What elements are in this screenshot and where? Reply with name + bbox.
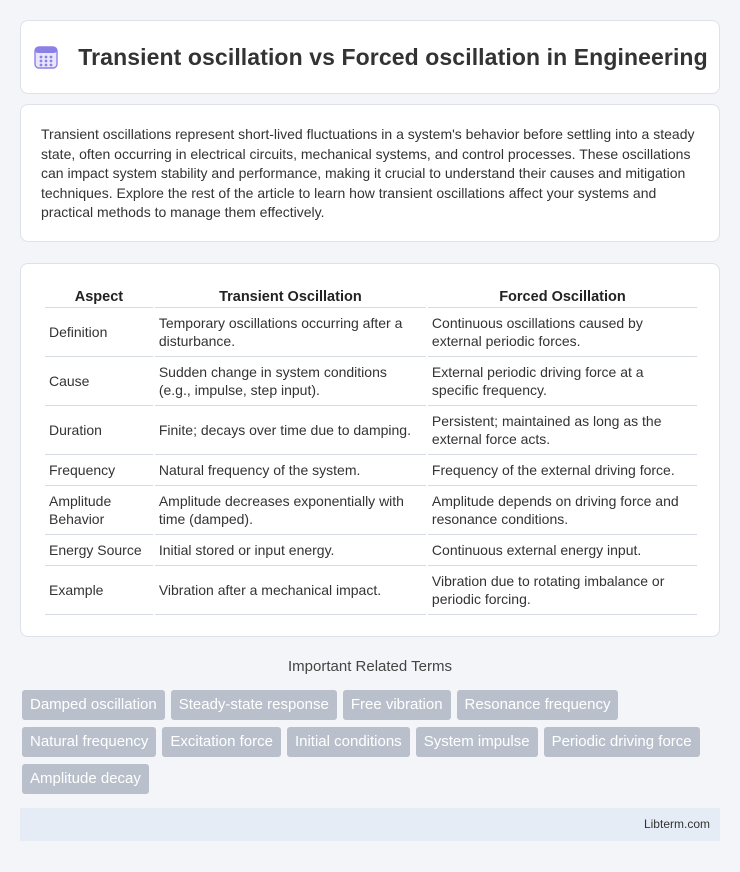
footer-site-link[interactable]: Libterm.com (643, 817, 710, 831)
tag-damped-oscillation[interactable]: Damped oscillation (22, 690, 165, 720)
table-header-row (45, 286, 697, 308)
cell-transient: Finite; decays over time due to damping. (155, 406, 426, 455)
comparison-card (20, 263, 720, 637)
cell-aspect: Cause (45, 357, 153, 406)
cell-aspect: Example (45, 566, 153, 615)
cell-forced: Vibration due to rotating imbalance or periodic forcing. (428, 566, 697, 615)
cell-transient: Initial stored or input energy. (155, 535, 426, 566)
table-row (45, 566, 697, 615)
tag-excitation-force[interactable]: Excitation force (162, 727, 281, 757)
tag-resonance-frequency[interactable]: Resonance frequency (457, 690, 619, 720)
cell-aspect: Definition (45, 308, 153, 357)
table-row (45, 308, 697, 357)
tag-system-impulse[interactable]: System impulse (416, 727, 538, 757)
header-forced: Forced Oscillation (428, 286, 697, 308)
cell-transient: Natural frequency of the system. (155, 455, 426, 486)
cell-forced: Persistent; maintained as long as the external force acts. (428, 406, 697, 455)
page-title: Transient oscillation vs Forced oscillation in Engineering (78, 43, 708, 70)
related-terms-list (22, 690, 722, 794)
cell-forced: Amplitude depends on driving force and resonance conditions. (428, 486, 697, 535)
tag-periodic-driving-force[interactable]: Periodic driving force (544, 727, 700, 757)
cell-transient: Temporary oscillations occurring after a disturbance. (155, 308, 426, 357)
table-row (45, 535, 697, 566)
cell-transient: Amplitude decreases exponentially with time (damped). (155, 486, 426, 535)
tag-natural-frequency[interactable]: Natural frequency (22, 727, 156, 757)
intro-card (20, 104, 720, 242)
table-row (45, 406, 697, 455)
cell-aspect: Duration (45, 406, 153, 455)
cell-transient: Vibration after a mechanical impact. (155, 566, 426, 615)
related-terms-heading: Important Related Terms (288, 658, 452, 675)
header-transient: Transient Oscillation (155, 286, 426, 308)
cell-forced: External periodic driving force at a specific frequency. (428, 357, 697, 406)
tag-steady-state-response[interactable]: Steady-state response (171, 690, 337, 720)
table-row (45, 357, 697, 406)
calendar-grid-icon (32, 43, 60, 71)
footer (20, 808, 720, 841)
tag-amplitude-decay[interactable]: Amplitude decay (22, 764, 149, 794)
intro-paragraph: Transient oscillations represent short-lived fluctuations in a system's behavior before settling into a steady state, often occurring in electrical circuits, mechanical systems, and control processes. These oscillations can impact system stability and performance, making it crucial to understand their causes and mitigation techniques. Explore the rest of the article to learn how transient oscillations affect your systems and practical methods to manage them effectively. (41, 126, 695, 220)
header-aspect: Aspect (45, 286, 153, 308)
cell-forced: Continuous oscillations caused by external periodic forces. (428, 308, 697, 357)
cell-transient: Sudden change in system conditions (e.g., impulse, step input). (155, 357, 426, 406)
table-row (45, 455, 697, 486)
comparison-table (43, 286, 699, 615)
cell-aspect: Energy Source (45, 535, 153, 566)
cell-forced: Frequency of the external driving force. (428, 455, 697, 486)
cell-forced: Continuous external energy input. (428, 535, 697, 566)
tag-free-vibration[interactable]: Free vibration (343, 690, 451, 720)
title-card (20, 20, 720, 94)
cell-aspect: Amplitude Behavior (45, 486, 153, 535)
tag-initial-conditions[interactable]: Initial conditions (287, 727, 410, 757)
table-row (45, 486, 697, 535)
cell-aspect: Frequency (45, 455, 153, 486)
